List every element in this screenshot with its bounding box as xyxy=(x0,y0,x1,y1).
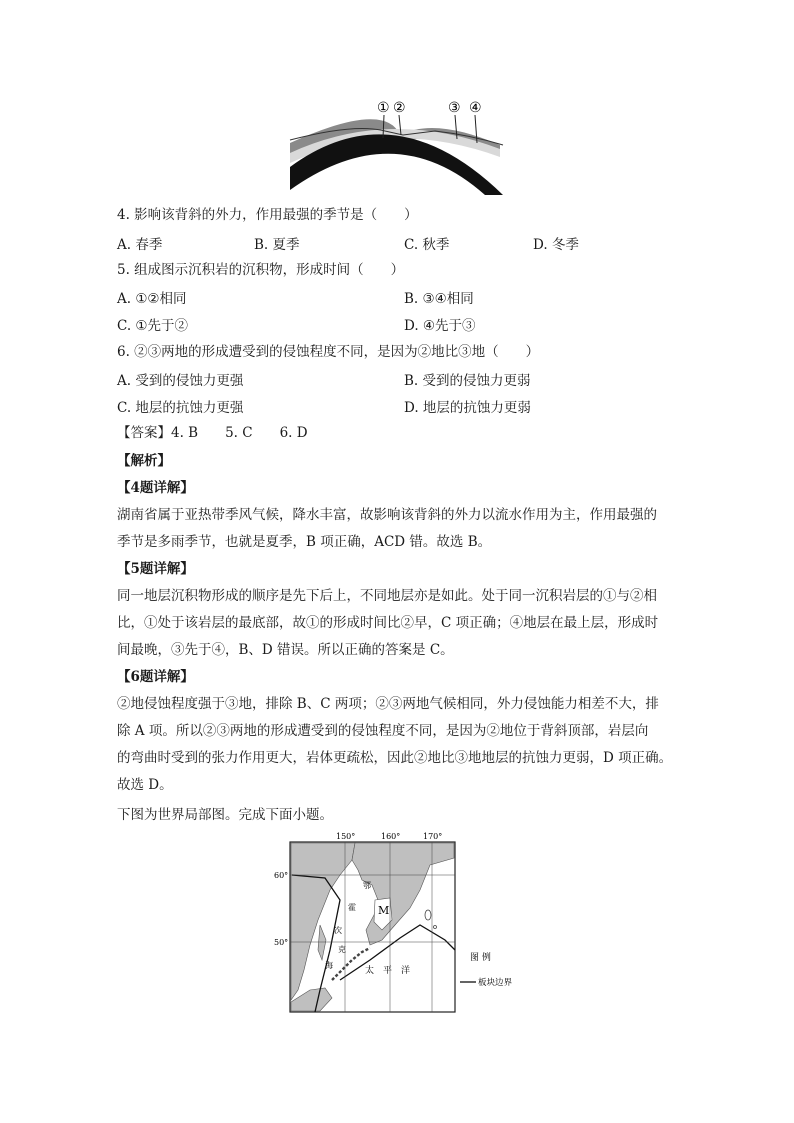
q5-option-c: C. ①先于② xyxy=(117,318,189,334)
legend-title: 图 例 xyxy=(470,953,491,963)
d6-heading: 【6题详解】 xyxy=(117,669,194,685)
q6-stem: 6. ②③两地的形成遭受到的侵蚀程度不同，是因为②地比③地（ ） xyxy=(117,344,540,360)
d6-line-3: 的弯曲时受到的张力作用更大，岩体更疏松，因此②地比③地地层的抗蚀力更弱，D 项正确。 xyxy=(117,750,673,766)
sea-label-char: 鄂 xyxy=(363,881,371,890)
analysis-heading: 【解析】 xyxy=(117,453,171,469)
world-partial-map xyxy=(270,830,530,1020)
lon-label-160: 160° xyxy=(381,832,401,841)
d6-line-4: 故选 D。 xyxy=(117,777,173,793)
q4-option-d: D. 冬季 xyxy=(533,237,579,253)
q6-option-c: C. 地层的抗蚀力更强 xyxy=(117,400,244,416)
marker-label-3: ③ xyxy=(448,100,461,116)
d6-body xyxy=(117,691,677,799)
q5-stem: 5. 组成图示沉积岩的沉积物，形成时间（ ） xyxy=(117,262,405,278)
d4-line-1: 湖南省属于亚热带季风气候，降水丰富，故影响该背斜的外力以流水作用为主，作用最强的 xyxy=(117,507,657,523)
answer-line: 【答案】4. B 5. C 6. D xyxy=(117,425,308,441)
sea-label-char: 次 xyxy=(334,926,342,935)
legend-item-label: 板块边界 xyxy=(478,978,513,988)
map-intro: 下图为世界局部图。完成下面小题。 xyxy=(117,807,333,823)
marker-label-4: ④ xyxy=(469,100,482,116)
d6-line-1: ②地侵蚀程度强于③地，排除 B、C 两项；②③两地气候相同，外力侵蚀能力相差不大，排 xyxy=(117,696,659,712)
lat-label-60: 60° xyxy=(274,871,289,880)
q4-option-c: C. 秋季 xyxy=(404,237,450,253)
d5-line-3: 间最晚，③先于④，B、D 错误。所以正确的答案是 C。 xyxy=(117,642,454,658)
d5-body xyxy=(117,583,677,664)
q4-stem: 4. 影响该背斜的外力，作用最强的季节是（ ） xyxy=(117,207,418,223)
d4-body xyxy=(117,502,677,556)
lon-label-150: 150° xyxy=(336,832,356,841)
sea-label-char: 克 xyxy=(338,945,346,954)
sea-label-char: 霍 xyxy=(348,903,356,912)
anticline-figure xyxy=(285,95,510,200)
q4-option-b: B. 夏季 xyxy=(254,237,300,253)
q5-option-d: D. ④先于③ xyxy=(404,318,476,334)
lon-label-170: 170° xyxy=(423,832,443,841)
q5-option-b: B. ③④相同 xyxy=(404,291,474,307)
d5-line-2: 比，①处于该岩层的最底部，故①的形成时间比②早，C 项正确；④地层在最上层，形成时 xyxy=(117,615,659,631)
marker-label-2: ② xyxy=(393,100,406,116)
lat-label-50: 50° xyxy=(274,938,289,947)
q6-option-a: A. 受到的侵蚀力更强 xyxy=(117,373,244,389)
d5-heading: 【5题详解】 xyxy=(117,561,194,577)
q6-option-b: B. 受到的侵蚀力更弱 xyxy=(404,373,531,389)
marker-label-1: ① xyxy=(377,100,390,116)
q4-option-a: A. 春季 xyxy=(117,237,163,253)
d6-line-2: 除 A 项。所以②③两地的形成遭受到的侵蚀程度不同，是因为②地位于背斜顶部，岩层向 xyxy=(117,723,649,739)
d4-heading: 【4题详解】 xyxy=(117,480,194,496)
q6-option-d: D. 地层的抗蚀力更弱 xyxy=(404,400,531,416)
ocean-label: 太 平 洋 xyxy=(365,966,411,976)
d5-line-1: 同一地层沉积物形成的顺序是先下后上，不同地层亦是如此。处于同一沉积岩层的①与②相 xyxy=(117,588,657,604)
sea-label-char: 海 xyxy=(325,961,333,970)
island xyxy=(425,910,431,920)
map-point-m-label: M xyxy=(378,904,390,917)
q5-option-a: A. ①②相同 xyxy=(117,291,187,307)
d4-line-2: 季节是多雨季节，也就是夏季，B 项正确，ACD 错。故选 B。 xyxy=(117,534,492,550)
